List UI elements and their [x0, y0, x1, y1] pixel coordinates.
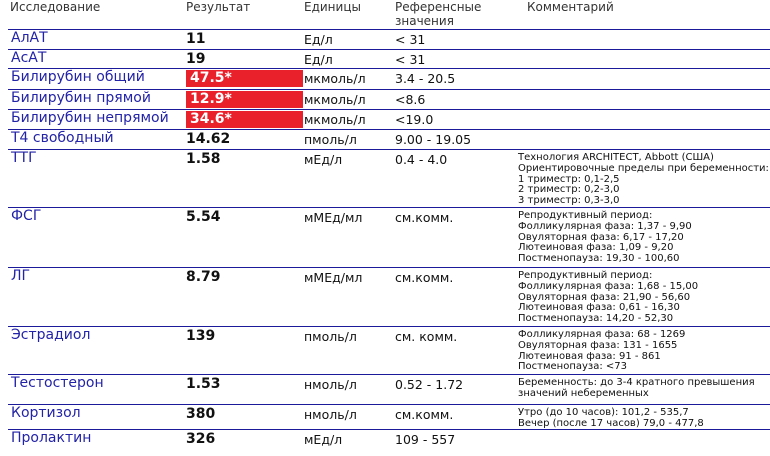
test-name: Билирубин общий — [11, 69, 145, 85]
comment-line: Фолликулярная фаза: 68 - 1269 — [518, 329, 686, 340]
table-row — [8, 405, 770, 429]
comment-line: Овуляторная фаза: 6,17 - 17,20 — [518, 231, 684, 243]
comment-line: Репродуктивный период: — [518, 210, 653, 221]
test-name: Пролактин — [11, 430, 92, 446]
test-name: АлАТ — [11, 30, 48, 46]
comment-block — [518, 271, 698, 325]
reference-value: < 31 — [395, 32, 426, 47]
units-value: мЕд/л — [304, 152, 343, 167]
header-reference-line2: значения — [395, 14, 454, 28]
test-name: ТТГ — [11, 150, 37, 166]
table-row — [8, 50, 770, 69]
table-row — [8, 208, 770, 267]
comment-line: Ориентировочные пределы при беременности: — [518, 162, 769, 174]
table-row — [8, 90, 770, 109]
test-name: Тестостерон — [11, 375, 104, 391]
result-value: 326 — [186, 431, 216, 447]
reference-value: см.комм. — [395, 210, 454, 225]
result-value: 19 — [186, 51, 206, 67]
reference-value: 3.4 - 20.5 — [395, 71, 456, 86]
comment-line: Беременность: до 3-4 кратного превышения — [518, 377, 755, 388]
comment-line: Лютеиновая фаза: 0,61 - 16,30 — [518, 302, 680, 314]
comment-line: Фолликулярная фаза: 1,68 - 15,00 — [518, 280, 699, 292]
table-row — [8, 110, 770, 129]
table-row — [8, 130, 770, 149]
test-name: Билирубин непрямой — [11, 110, 169, 126]
comment-block — [518, 378, 755, 400]
header-units: Единицы — [304, 0, 361, 14]
test-name: Т4 свободный — [11, 130, 114, 146]
units-value: Ед/л — [304, 52, 333, 67]
test-name: Билирубин прямой — [11, 90, 151, 106]
result-value: 139 — [186, 328, 216, 344]
test-name: ФСГ — [11, 208, 42, 224]
comment-line: Постменопауза: 19,30 - 100,60 — [518, 253, 680, 265]
reference-value: <19.0 — [395, 112, 434, 127]
units-value: нмоль/л — [304, 407, 357, 422]
table-row — [8, 375, 770, 404]
header-reference-line1: Референсные — [395, 0, 482, 14]
reference-value: 9.00 - 19.05 — [395, 132, 472, 147]
test-name: ЛГ — [11, 268, 31, 284]
comment-line: 2 триместр: 0,2-3,0 — [518, 184, 620, 196]
reference-value: см. комм. — [395, 329, 458, 344]
units-value: мЕд/л — [304, 432, 343, 447]
reference-value: < 31 — [395, 52, 426, 67]
table-row — [8, 69, 770, 89]
table-row — [8, 268, 770, 326]
comment-line: Овуляторная фаза: 21,90 - 56,60 — [518, 291, 691, 303]
table-row — [8, 150, 770, 207]
reference-value: 0.52 - 1.72 — [395, 377, 464, 392]
result-value: 380 — [186, 406, 216, 422]
result-value: 5.54 — [186, 209, 221, 225]
result-value-flagged: 12.9* — [186, 91, 303, 108]
reference-value: см.комм. — [395, 270, 454, 285]
comment-line: Овуляторная фаза: 131 - 1655 — [518, 339, 678, 351]
comment-block — [518, 408, 704, 430]
header-reference — [395, 0, 481, 28]
header-result: Результат — [186, 0, 251, 14]
units-value: пмоль/л — [304, 329, 357, 344]
table-row — [8, 30, 770, 48]
units-value: мМЕд/мл — [304, 210, 363, 225]
units-value: нмоль/л — [304, 377, 357, 392]
comment-line: Репродуктивный период: — [518, 270, 653, 281]
result-value: 1.58 — [186, 151, 221, 167]
units-value: мкмоль/л — [304, 71, 366, 86]
comment-line: 3 триместр: 0,3-3,0 — [518, 195, 620, 207]
table-row — [8, 327, 770, 374]
units-value: мкмоль/л — [304, 92, 366, 107]
comment-line: Лютеиновая фаза: 1,09 - 9,20 — [518, 242, 674, 254]
result-value-flagged: 47.5* — [186, 70, 303, 87]
result-value: 14.62 — [186, 131, 231, 147]
comment-line: 1 триместр: 0,1-2,5 — [518, 173, 620, 185]
units-value: мМЕд/мл — [304, 270, 363, 285]
table-row — [8, 430, 770, 452]
test-name: АсАТ — [11, 50, 47, 66]
reference-value: 109 - 557 — [395, 432, 456, 447]
comment-line: Технология ARCHITECT, Abbott (США) — [518, 152, 714, 163]
units-value: мкмоль/л — [304, 112, 366, 127]
result-value: 1.53 — [186, 376, 221, 392]
comment-line: Вечер (после 17 часов) 79,0 - 477,8 — [518, 417, 704, 429]
comment-line: значений небеременных — [518, 387, 649, 399]
comment-block — [518, 211, 692, 265]
reference-value: <8.6 — [395, 92, 426, 107]
result-value-flagged: 34.6* — [186, 111, 303, 128]
comment-line: Фолликулярная фаза: 1,37 - 9,90 — [518, 220, 692, 232]
comment-line: Лютеиновая фаза: 91 - 861 — [518, 350, 661, 362]
comment-line: Постменопауза: 14,20 - 52,30 — [518, 313, 674, 325]
result-value: 11 — [186, 31, 206, 47]
comment-block — [518, 330, 685, 373]
result-value: 8.79 — [186, 269, 221, 285]
header-test: Исследование — [10, 0, 101, 14]
test-name: Кортизол — [11, 405, 81, 421]
header-comment: Комментарий — [527, 0, 614, 14]
test-name: Эстрадиол — [11, 327, 91, 343]
comment-line: Утро (до 10 часов): 101,2 - 535,7 — [518, 407, 689, 418]
reference-value: 0.4 - 4.0 — [395, 152, 448, 167]
comment-line: Постменопауза: <73 — [518, 361, 627, 373]
comment-block — [518, 153, 769, 207]
units-value: пмоль/л — [304, 132, 357, 147]
units-value: Ед/л — [304, 32, 333, 47]
reference-value: см.комм. — [395, 407, 454, 422]
